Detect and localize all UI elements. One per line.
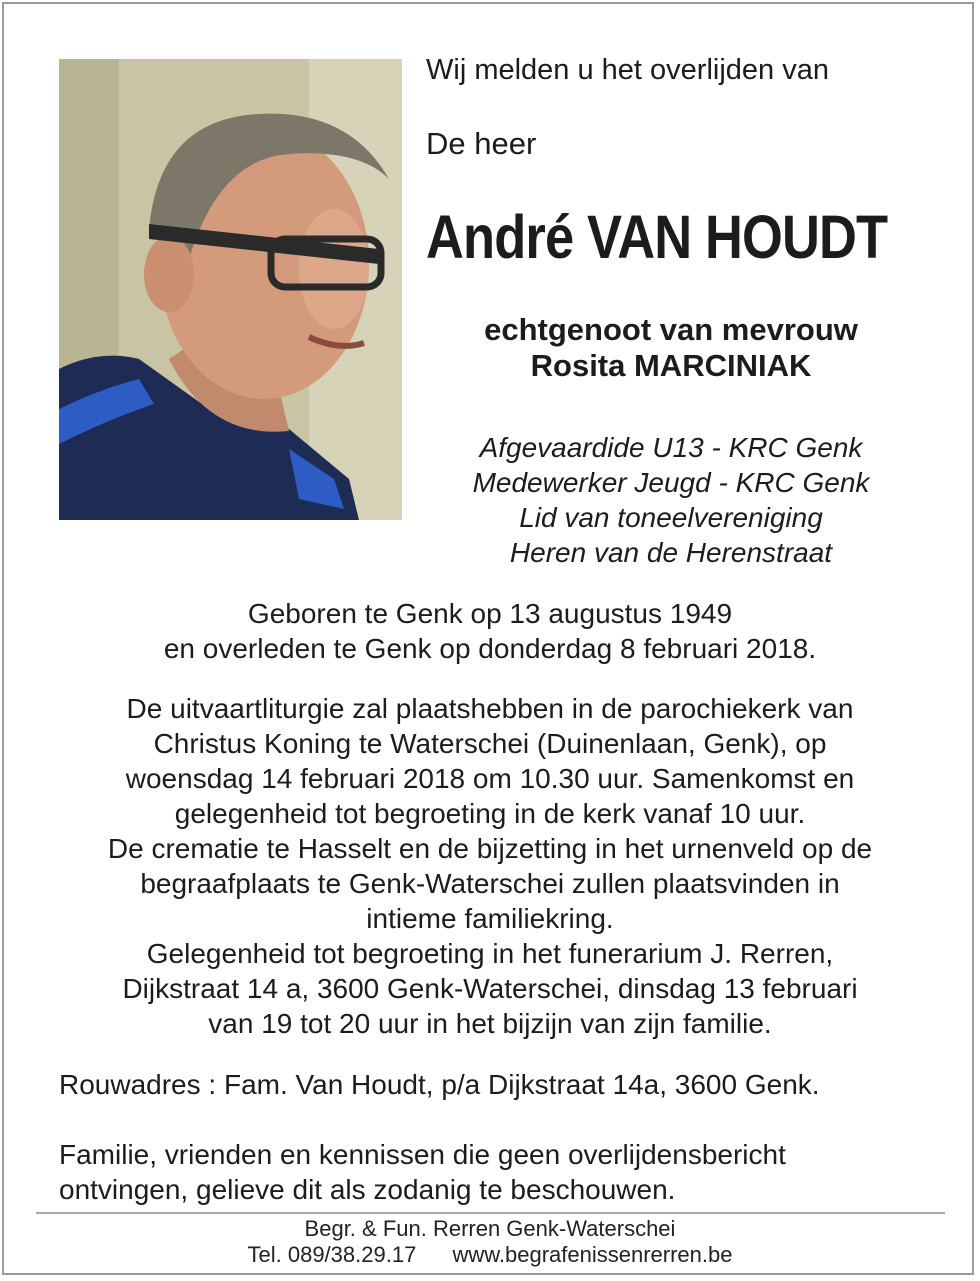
ceremony-block [40, 691, 940, 1041]
ceremony-line: Gelegenheid tot begroeting in het funerarium J. Rerren, [146, 938, 834, 969]
birth-line: Geboren te Genk op 13 augustus 1949 [247, 598, 733, 629]
role-line: Afgevaardide U13 - KRC Genk [479, 432, 863, 463]
mourning-address: Rouwadres : Fam. Van Houdt, p/a Dijkstraat 14a, 3600 Genk. [59, 1069, 820, 1100]
role-line: Medewerker Jeugd - KRC Genk [472, 467, 870, 498]
birth-death-block [40, 596, 940, 666]
spouse-name: Rosita MARCINIAK [530, 348, 812, 383]
ceremony-line: van 19 tot 20 uur in het bijzijn van zijn familie. [208, 1008, 772, 1039]
roles-block [426, 430, 916, 570]
portrait-photo [59, 59, 402, 520]
footer-company: Begr. & Fun. Rerren Genk-Waterschei [304, 1216, 676, 1241]
spouse-block [426, 312, 916, 384]
deceased-name: André VAN HOUDT [426, 203, 888, 271]
notice-block [59, 1137, 949, 1207]
honorific-title: De heer [426, 126, 537, 161]
ceremony-line: begraafplaats te Genk-Waterschei zullen plaatsvinden in [140, 868, 840, 899]
notice-line: Familie, vrienden en kennissen die geen overlijdensbericht [59, 1139, 786, 1170]
footer-website: www.begrafenissenrerren.be [452, 1242, 733, 1267]
ceremony-line: De crematie te Hasselt en de bijzetting in het urnenveld op de [107, 833, 873, 864]
spouse-line: echtgenoot van mevrouw [484, 312, 858, 347]
ceremony-line: Dijkstraat 14 a, 3600 Genk-Waterschei, dinsdag 13 februari [122, 973, 858, 1004]
notice-line: ontvingen, gelieve dit als zodanig te beschouwen. [59, 1174, 676, 1205]
ceremony-line: De uitvaartliturgie zal plaatshebben in de parochiekerk van [126, 693, 854, 724]
death-line: en overleden te Genk op donderdag 8 februari 2018. [163, 633, 817, 664]
ceremony-line: Christus Koning te Waterschei (Duinenlaan, Genk), op [153, 728, 827, 759]
role-line: Lid van toneelvereniging [519, 502, 823, 533]
footer-divider [36, 1212, 945, 1214]
ceremony-line: intieme familiekring. [366, 903, 614, 934]
footer-phone: Tel. 089/38.29.17 [247, 1242, 417, 1267]
role-line: Heren van de Herenstraat [509, 537, 833, 568]
ceremony-line: gelegenheid tot begroeting in de kerk vanaf 10 uur. [174, 798, 806, 829]
ceremony-line: woensdag 14 februari 2018 om 10.30 uur. Samenkomst en [125, 763, 855, 794]
intro-text: Wij melden u het overlijden van [426, 54, 829, 86]
footer-contact [40, 1242, 940, 1268]
